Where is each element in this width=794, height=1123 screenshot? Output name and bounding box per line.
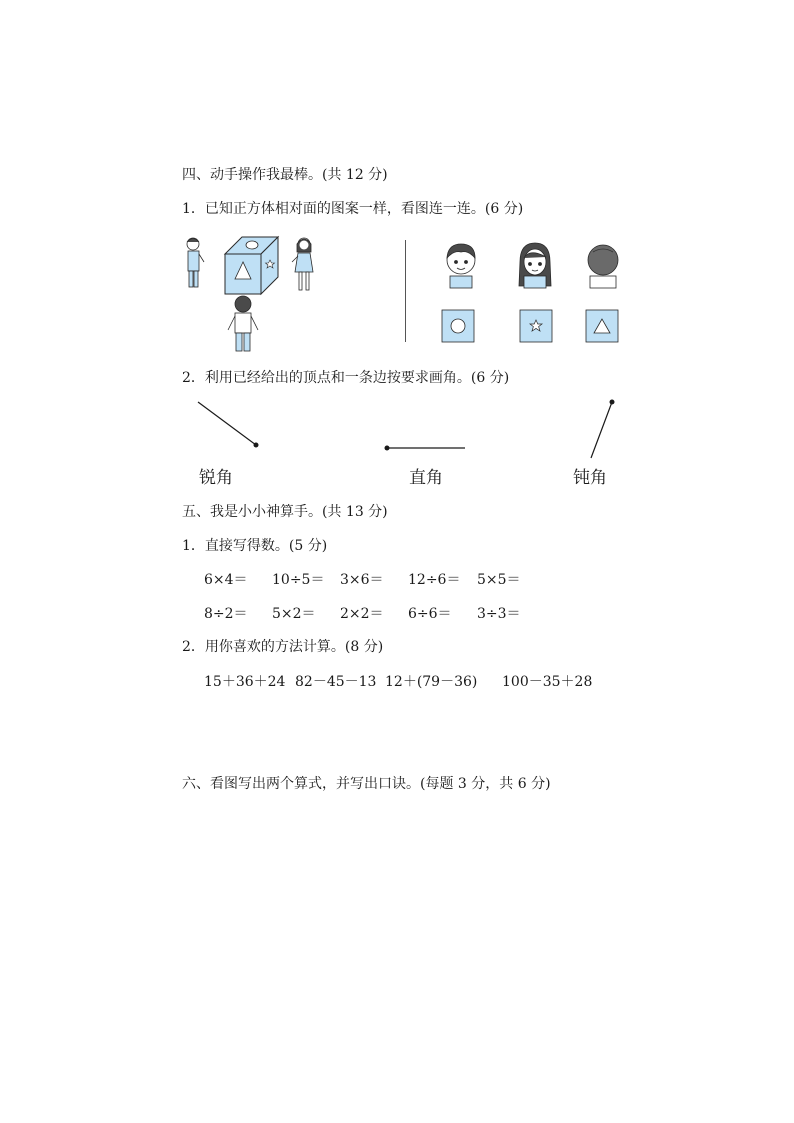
question-4-1: 1．已知正方体相对面的图案一样，看图连一连。(6 分) — [182, 201, 524, 217]
section-5-title: 五、我是小小神算手。(共 13 分) — [182, 504, 388, 520]
oral-problem: 5×2＝ — [272, 606, 316, 622]
section-4-title: 四、动手操作我最棒。(共 12 分) — [182, 167, 388, 183]
oral-problem: 2×2＝ — [340, 606, 384, 622]
calc-expression: 82－45－13 — [295, 674, 377, 690]
oral-problem: 6×4＝ — [204, 572, 248, 588]
question-5-2: 2．用你喜欢的方法计算。(8 分) — [182, 639, 384, 655]
oral-problem: 3×6＝ — [340, 572, 384, 588]
oral-problem: 12÷6＝ — [408, 572, 461, 588]
section-6-title: 六、看图写出两个算式，并写出口诀。(每题 3 分，共 6 分) — [182, 776, 551, 792]
oral-problem: 10÷5＝ — [272, 572, 325, 588]
angle-rays-drawing — [0, 0, 794, 500]
acute-angle-label: 锐角 — [199, 468, 233, 488]
question-5-1: 1．直接写得数。(5 分) — [182, 538, 328, 554]
right-angle-label: 直角 — [409, 468, 443, 488]
obtuse-angle-ray — [591, 400, 615, 459]
calc-expression: 12＋(79－36) — [385, 674, 478, 690]
oral-problem: 3÷3＝ — [477, 606, 521, 622]
oral-problem: 5×5＝ — [477, 572, 521, 588]
obtuse-angle-label: 钝角 — [573, 468, 607, 488]
question-4-2: 2．利用已经给出的顶点和一条边按要求画角。(6 分) — [182, 370, 510, 386]
oral-problem: 8÷2＝ — [204, 606, 248, 622]
calc-expression: 100－35＋28 — [502, 674, 593, 690]
acute-angle-ray — [198, 402, 259, 448]
oral-problem: 6÷6＝ — [408, 606, 452, 622]
calc-expression: 15＋36＋24 — [204, 674, 286, 690]
right-angle-ray — [385, 446, 466, 451]
